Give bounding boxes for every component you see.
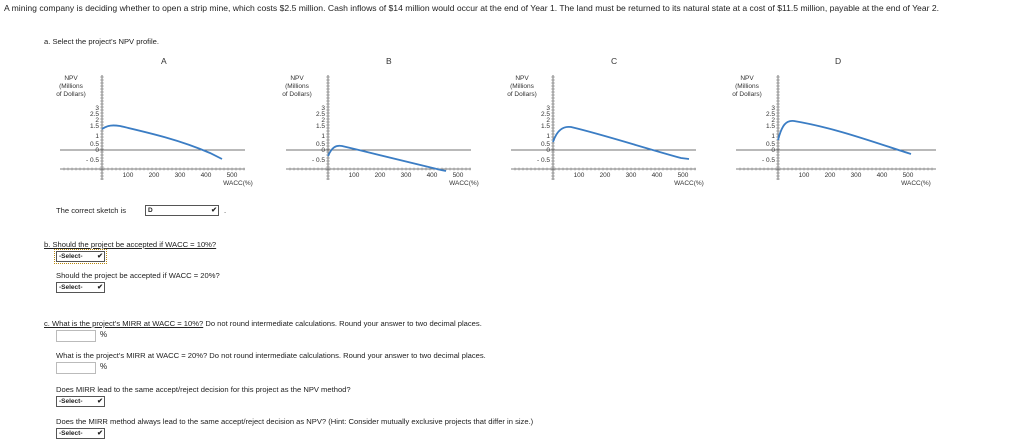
mirr-20-unit: %	[100, 362, 108, 371]
y-tick-label: - 0.5	[85, 157, 99, 164]
x-tick-label: 400	[651, 172, 663, 179]
y-tick-label: 0	[321, 147, 325, 154]
y-tick-label: 1	[771, 133, 775, 140]
x-axis-label: WACC(%)	[223, 180, 253, 187]
y-label-line2: (Millions	[735, 83, 759, 90]
y-label-line1: NPV	[290, 75, 304, 82]
x-tick-label: 300	[400, 172, 412, 179]
y-tick-label: - 0.5	[311, 157, 325, 164]
chart-c-label: C	[611, 56, 618, 66]
chevron-down-icon: ✔	[97, 284, 103, 291]
y-tick-label: 2.5	[765, 111, 775, 118]
mirr-same-decision-select[interactable]	[56, 396, 105, 407]
chevron-down-icon: ✔	[97, 398, 103, 405]
y-tick-label: 1.5	[765, 123, 775, 130]
y-tick-label: - 0.5	[536, 157, 550, 164]
y-tick-label: 0	[771, 147, 775, 154]
y-tick-label: 3	[546, 105, 550, 112]
select-value: -Select-	[59, 253, 83, 260]
y-tick-label: 3	[95, 105, 99, 112]
x-tick-label: 200	[374, 172, 386, 179]
y-label-line1: NPV	[740, 75, 754, 82]
problem-intro: A mining company is deciding whether to open a strip mine, which costs $2.5 million. Cash inflows of $14 million would occur at the end of Year 1. The land must be returned to its natural state at a cost of $11.5 million, payable at the end of Year 2.	[4, 3, 940, 13]
y-tick-label: 2.5	[89, 111, 99, 118]
y-label-line3: of Dollars)	[282, 91, 312, 98]
part-b-q2: Should the project be accepted if WACC = 20%?	[56, 271, 220, 280]
npv-curve	[102, 125, 222, 159]
y-tick-label: 2	[95, 117, 99, 124]
mirr-10-input[interactable]	[56, 330, 96, 342]
part-c-q4: Does the MIRR method always lead to the same accept/reject decision as NPV? (Hint: Consider mutually exclusive projects that differ in size.)	[56, 417, 534, 426]
npv-profile-chart-a[interactable]	[50, 70, 260, 188]
chevron-down-icon: ✔	[97, 430, 103, 437]
select-value: -Select-	[59, 398, 83, 405]
x-tick-label: 300	[850, 172, 862, 179]
chart-d-label: D	[835, 56, 842, 66]
y-tick-label: 2	[546, 117, 550, 124]
y-label-line1: NPV	[64, 75, 78, 82]
x-tick-label: 100	[122, 172, 134, 179]
y-tick-label: 3	[771, 105, 775, 112]
x-tick-label: 300	[174, 172, 186, 179]
y-label-line3: of Dollars)	[732, 91, 762, 98]
y-tick-label: 1	[546, 133, 550, 140]
correct-sketch-select[interactable]	[145, 205, 219, 216]
npv-profile-chart-d[interactable]	[726, 70, 948, 188]
y-tick-label: 1	[321, 133, 325, 140]
mirr-20-input[interactable]	[56, 362, 96, 374]
y-label-line1: NPV	[515, 75, 529, 82]
x-axis-label: WACC(%)	[901, 180, 931, 187]
part-c-q3: Does MIRR lead to the same accept/reject decision for this project as the NPV method?	[56, 385, 351, 394]
part-b-q1: b. Should the project be accepted if WACC = 10%?	[44, 240, 217, 249]
x-tick-label: 200	[599, 172, 611, 179]
part-c-q2: What is the project's MIRR at WACC = 20%? Do not round intermediate calculations. Round your answer to two decimal places.	[56, 351, 486, 360]
y-label-line2: (Millions	[59, 83, 83, 90]
y-tick-label: 2	[771, 117, 775, 124]
npv-curve	[778, 121, 911, 154]
y-tick-label: - 0.5	[761, 157, 775, 164]
x-tick-label: 200	[824, 172, 836, 179]
correct-sketch-value: D	[148, 207, 153, 214]
x-tick-label: 500	[452, 172, 464, 179]
y-tick-label: 0.5	[540, 141, 550, 148]
y-tick-label: 1.5	[89, 123, 99, 130]
x-tick-label: 400	[426, 172, 438, 179]
x-tick-label: 300	[625, 172, 637, 179]
part-a-prompt: a. Select the project's NPV profile.	[44, 37, 159, 46]
mirr-10-unit: %	[100, 330, 108, 339]
x-tick-label: 500	[902, 172, 914, 179]
mirr-always-same-select[interactable]	[56, 428, 105, 439]
chevron-down-icon: ✔	[97, 253, 103, 260]
x-tick-label: 100	[573, 172, 585, 179]
y-tick-label: 2.5	[540, 111, 550, 118]
chart-a-label: A	[161, 56, 167, 66]
y-tick-label: 3	[321, 105, 325, 112]
x-tick-label: 400	[200, 172, 212, 179]
wacc-20-accept-select[interactable]	[56, 282, 105, 293]
x-tick-label: 100	[348, 172, 360, 179]
npv-profile-chart-b[interactable]	[276, 70, 486, 188]
correct-sketch-label: The correct sketch is	[56, 206, 127, 215]
x-axis-label: WACC(%)	[674, 180, 704, 187]
y-tick-label: 2.5	[315, 111, 325, 118]
select-value: -Select-	[59, 284, 83, 291]
period: .	[224, 206, 227, 215]
chart-b-label: B	[386, 56, 392, 66]
x-tick-label: 200	[148, 172, 160, 179]
npv-curve	[553, 127, 689, 159]
x-tick-label: 500	[677, 172, 689, 179]
x-tick-label: 100	[798, 172, 810, 179]
y-tick-label: 0	[95, 147, 99, 154]
y-tick-label: 0.5	[315, 141, 325, 148]
y-tick-label: 2	[321, 117, 325, 124]
y-label-line2: (Millions	[285, 83, 309, 90]
x-tick-label: 500	[226, 172, 238, 179]
y-label-line3: of Dollars)	[507, 91, 537, 98]
chevron-down-icon: ✔	[211, 207, 217, 214]
part-c-q1: c. What is the project's MIRR at WACC = 10%? Do not round intermediate calculations. Round your answer to two decimal places.	[44, 319, 482, 328]
npv-profile-chart-c[interactable]	[501, 70, 711, 188]
y-label-line3: of Dollars)	[56, 91, 86, 98]
y-tick-label: 0.5	[89, 141, 99, 148]
y-tick-label: 0	[546, 147, 550, 154]
x-axis-label: WACC(%)	[449, 180, 479, 187]
y-tick-label: 1.5	[315, 123, 325, 130]
y-tick-label: 1.5	[540, 123, 550, 130]
npv-curve	[328, 146, 446, 171]
wacc-10-accept-select[interactable]	[56, 251, 105, 262]
y-label-line2: (Millions	[510, 83, 534, 90]
select-value: -Select-	[59, 430, 83, 437]
y-tick-label: 1	[95, 133, 99, 140]
y-tick-label: 0.5	[765, 141, 775, 148]
x-tick-label: 400	[876, 172, 888, 179]
